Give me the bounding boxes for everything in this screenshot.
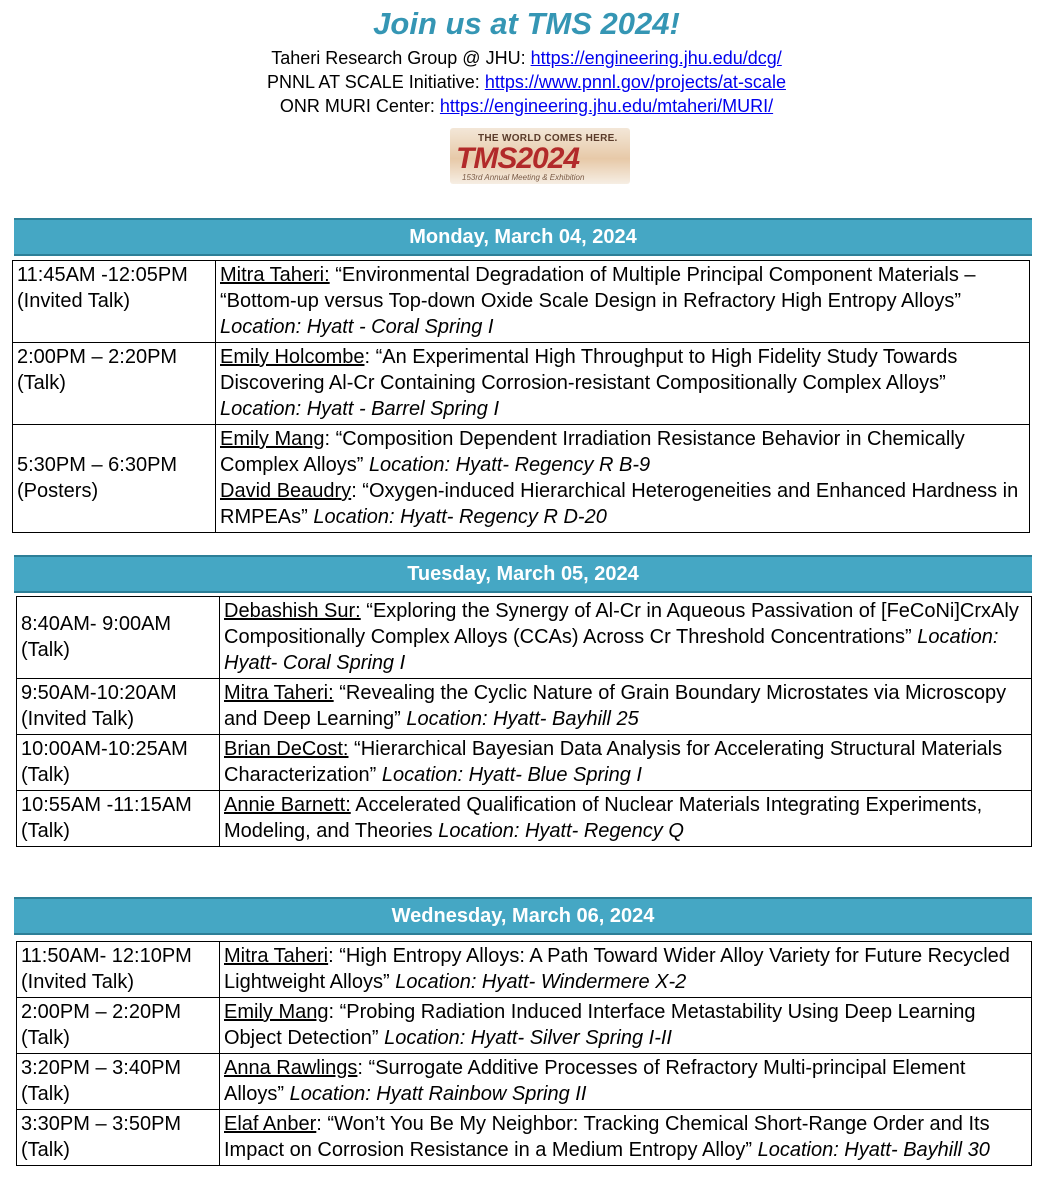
talk-location: Location: Hyatt- Regency R D-20: [313, 506, 607, 528]
talk-location: Location: Hyatt- Coral Spring I: [224, 626, 999, 674]
session-talk: Emily Mang: “Probing Radiation Induced Interface Metastability Using Deep Learning Object Detection” Location: Hyatt- Silver Spring I-II: [220, 998, 1032, 1054]
session-time: 9:50AM-10:20AM (Invited Talk): [17, 679, 220, 735]
session-time: 3:20PM – 3:40PM (Talk): [17, 1054, 220, 1110]
session-talk: Emily Mang: “Composition Dependent Irradiation Resistance Behavior in Chemically Complex Alloys” Location: Hyatt- Regency R B-9 David Beaudry: “Oxygen-induced Hierarchical Heterogeneities and Enhanced Hardness in RMPEAs” Location: Hyatt- Regency R D-20: [216, 425, 1030, 533]
session-time: 10:00AM-10:25AM (Talk): [17, 735, 220, 791]
session-row: [13, 261, 1030, 343]
session-row: [17, 998, 1032, 1054]
session-talk: Anna Rawlings: “Surrogate Additive Processes of Refractory Multi-principal Element Alloys” Location: Hyatt Rainbow Spring II: [220, 1054, 1032, 1110]
session-talk: Mitra Taheri: “Environmental Degradation of Multiple Principal Component Materials – “Bottom-up versus Top-down Oxide Scale Design in Refractory High Entropy Alloys” Location: Hyatt - Coral Spring I: [216, 261, 1030, 343]
talk-location: Location: Hyatt - Coral Spring I: [220, 316, 494, 338]
talk-location: Location: Hyatt - Barrel Spring I: [220, 398, 500, 420]
session-time: 5:30PM – 6:30PM (Posters): [13, 425, 216, 533]
session-row: [17, 597, 1032, 679]
session-time: 11:50AM- 12:10PM (Invited Talk): [17, 942, 220, 998]
session-row: [17, 1110, 1032, 1166]
speaker-name: Emily Mang: [224, 1001, 329, 1023]
session-time: 8:40AM- 9:00AM (Talk): [17, 597, 220, 679]
session-row: [17, 791, 1032, 847]
speaker-name: Emily Mang: [220, 428, 325, 450]
session-row: [17, 942, 1032, 998]
schedule-table-wednesday: [16, 941, 1032, 1166]
link-jhu-dcg[interactable]: https://engineering.jhu.edu/dcg/: [530, 48, 782, 68]
session-talk: Mitra Taheri: “Revealing the Cyclic Nature of Grain Boundary Microstates via Microscopy and Deep Learning” Location: Hyatt- Bayhill 25: [220, 679, 1032, 735]
day-header-wednesday: Wednesday, March 06, 2024: [14, 897, 1032, 935]
talk-location: Location: Hyatt- Regency R B-9: [368, 454, 651, 476]
link-pnnl-at-scale[interactable]: https://www.pnnl.gov/projects/at-scale: [484, 72, 786, 92]
session-row: [13, 343, 1030, 425]
talk-location: Location: Hyatt- Bayhill 25: [406, 708, 639, 730]
session-talk: Annie Barnett: Accelerated Qualification of Nuclear Materials Integrating Experiments, Modeling, and Theories Location: Hyatt- Regency Q: [220, 791, 1032, 847]
schedule-table-tuesday: [16, 596, 1032, 847]
tms-2024-logo: THE WORLD COMES HERE. TMS2024 153rd Annual Meeting & Exhibition: [450, 128, 630, 184]
header-line-muri: ONR MURI Center: https://engineering.jhu.edu/mtaheri/MURI/: [279, 96, 774, 116]
speaker-name: Elaf Anber: [224, 1113, 317, 1135]
session-time: 10:55AM -11:15AM (Talk): [17, 791, 220, 847]
session-talk: Mitra Taheri: “High Entropy Alloys: A Path Toward Wider Alloy Variety for Future Recycled Lightweight Alloys” Location: Hyatt- Windermere X-2: [220, 942, 1032, 998]
session-row: [17, 679, 1032, 735]
session-row: [17, 1054, 1032, 1110]
header-line-jhu: Taheri Research Group @ JHU: https://engineering.jhu.edu/dcg/: [271, 48, 782, 68]
talk-location: Location: Hyatt Rainbow Spring II: [289, 1083, 587, 1105]
header-line-pnnl: PNNL AT SCALE Initiative: https://www.pnnl.gov/projects/at-scale: [267, 72, 786, 92]
link-muri-center[interactable]: https://engineering.jhu.edu/mtaheri/MURI/: [439, 96, 774, 116]
speaker-name: Brian DeCost:: [224, 738, 349, 760]
speaker-name: Anna Rawlings: [224, 1057, 358, 1079]
talk-location: Location: Hyatt- Silver Spring I-II: [384, 1027, 672, 1049]
speaker-name: Emily Holcombe: [220, 346, 365, 368]
speaker-name: David Beaudry: [220, 480, 352, 502]
session-talk: Elaf Anber: “Won’t You Be My Neighbor: Tracking Chemical Short-Range Order and Its Impact on Corrosion Resistance in a Medium Entropy Alloy” Location: Hyatt- Bayhill 30: [220, 1110, 1032, 1166]
speaker-name: Annie Barnett:: [224, 794, 351, 816]
day-header-tuesday: Tuesday, March 05, 2024: [14, 555, 1032, 593]
session-time: 11:45AM -12:05PM (Invited Talk): [13, 261, 216, 343]
talk-location: Location: Hyatt- Regency Q: [438, 820, 684, 842]
session-time: 2:00PM – 2:20PM (Talk): [17, 998, 220, 1054]
session-row: [17, 735, 1032, 791]
speaker-name: Mitra Taheri: [224, 945, 329, 967]
schedule-table-monday: [12, 260, 1030, 533]
session-time: 2:00PM – 2:20PM (Talk): [13, 343, 216, 425]
session-row: [13, 425, 1030, 533]
session-talk: Brian DeCost: “Hierarchical Bayesian Data Analysis for Accelerating Structural Materials Characterization” Location: Hyatt- Blue Spring I: [220, 735, 1032, 791]
page-title: Join us at TMS 2024!: [373, 6, 680, 41]
day-header-monday: Monday, March 04, 2024: [14, 218, 1032, 256]
speaker-name: Mitra Taheri:: [224, 682, 334, 704]
session-talk: Emily Holcombe: “An Experimental High Throughput to High Fidelity Study Towards Discovering Al-Cr Containing Corrosion-resistant Compositionally Complex Alloys” Location: Hyatt - Barrel Spring I: [216, 343, 1030, 425]
speaker-name: Debashish Sur:: [224, 600, 361, 622]
speaker-name: Mitra Taheri:: [220, 264, 330, 286]
talk-location: Location: Hyatt- Windermere X-2: [395, 971, 687, 993]
session-time: 3:30PM – 3:50PM (Talk): [17, 1110, 220, 1166]
talk-location: Location: Hyatt- Bayhill 30: [757, 1139, 990, 1161]
talk-location: Location: Hyatt- Blue Spring I: [381, 764, 642, 786]
session-talk: Debashish Sur: “Exploring the Synergy of Al-Cr in Aqueous Passivation of [FeCoNi]CrxAly Compositionally Complex Alloys (CCAs) Across Cr Threshold Concentrations” Location: Hyatt- Coral Spring I: [220, 597, 1032, 679]
